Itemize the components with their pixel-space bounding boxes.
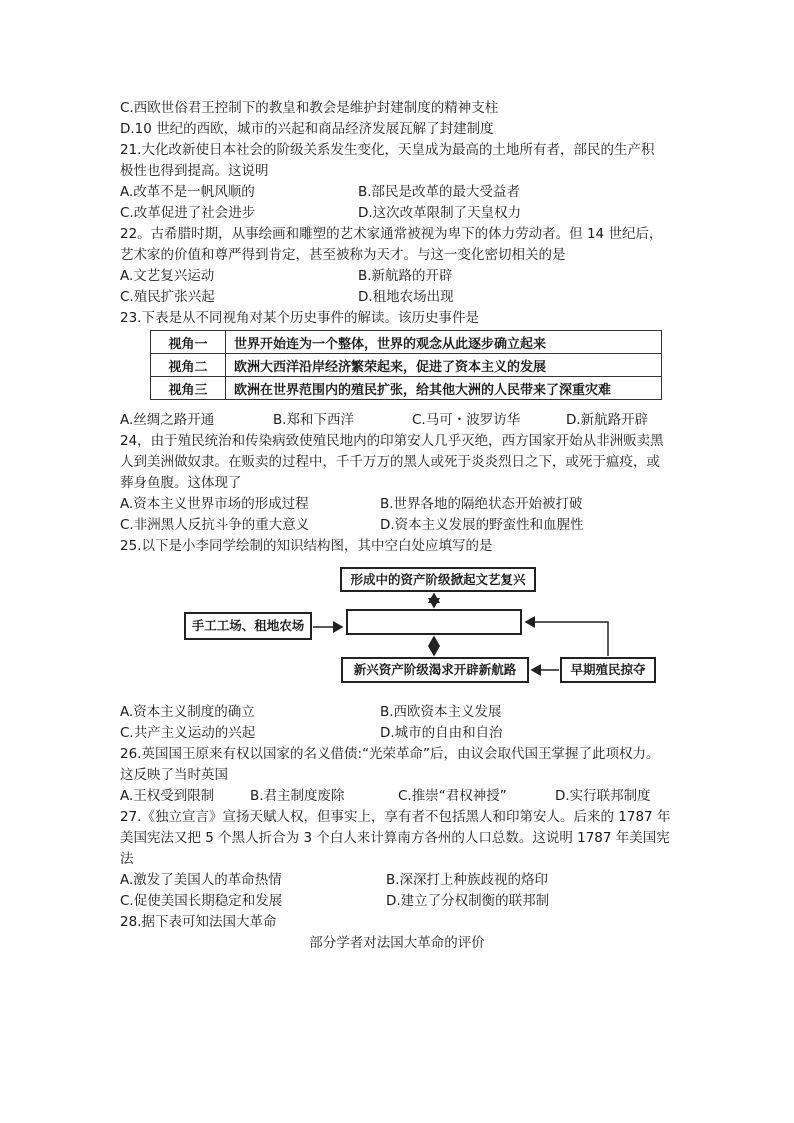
q25-option-d: D.城市的自由和自治 <box>380 725 503 741</box>
q22-option-b: B.新航路的开辟 <box>358 268 453 284</box>
diagram-box-bottom: 新兴资产阶级渴求开辟新航路 <box>341 657 529 683</box>
diagram-box-left: 手工工场、租地农场 <box>184 612 312 640</box>
q26-option-c: C.推崇“君权神授” <box>398 788 507 804</box>
q22-option-d: D.租地农场出现 <box>358 289 454 305</box>
q22-option-a: A.文艺复兴运动 <box>120 268 215 284</box>
q24-option-d: D.资本主义发展的野蛮性和血腥性 <box>380 517 584 533</box>
q24-option-a: A.资本主义世界市场的形成过程 <box>120 496 309 512</box>
q21-option-b: B.部民是改革的最大受益者 <box>358 184 521 200</box>
q25-option-c: C.共产主义运动的兴起 <box>120 725 256 741</box>
q21-option-a: A.改革不是一帆风顺的 <box>120 184 255 200</box>
q21-option-d: D.这次改革限制了天皇权力 <box>358 205 522 221</box>
question-26-stem-cont: 这反映了当时英国 <box>120 767 228 783</box>
question-24-stem-cont2: 葬身鱼腹。这体现了 <box>120 475 242 491</box>
q26-option-d: D.实行联邦制度 <box>555 788 651 804</box>
question-26-stem: 26.英国国王原来有权以国家的名义借债:“光荣革命”后，由议会取代国王掌握了此项权力。 <box>120 746 660 762</box>
table-cell: 欧洲大西洋沿岸经济繁荣起来，促进了资本主义的发展 <box>226 354 662 377</box>
option-c-prev: C.西欧世俗君王控制下的教皇和教会是维护封建制度的精神支柱 <box>120 100 499 116</box>
question-23-stem: 23.下表是从不同视角对某个历史事件的解读。该历史事件是 <box>120 310 479 326</box>
q27-option-c: C.促使美国长期稳定和发展 <box>120 893 283 909</box>
question-24-stem-cont: 人到美洲做奴隶。在贩卖的过程中，千千万万的黑人或死于炎炎烈日之下，或死于瘟疫，或 <box>120 454 660 470</box>
q26-option-b: B.君主制度废除 <box>250 788 345 804</box>
diagram-box-right: 早期殖民掠夺 <box>560 657 656 683</box>
q23-option-c: C.马可・波罗访华 <box>412 412 521 428</box>
question-25-stem: 25.以下是小李同学绘制的知识结构图，其中空白处应填写的是 <box>120 538 493 554</box>
q27-option-b: B.深深打上种族歧视的烙印 <box>386 872 549 888</box>
q26-option-a: A.王权受到限制 <box>120 788 215 804</box>
question-21-stem: 21.大化改新使日本社会的阶级关系发生变化，天皇成为最高的土地所有者，部民的生产积 <box>120 142 655 158</box>
question-22-stem: 22。古希腊时期，从事绘画和雕塑的艺术家通常被视为卑下的体力劳动者。但 14 世纪后， <box>120 226 663 242</box>
table-cell: 欧洲在世界范围内的殖民扩张，给其他大洲的人民带来了深重灾难 <box>226 377 662 400</box>
table-cell: 视角三 <box>151 377 226 400</box>
question-27-stem-cont: 美国宪法又把 5 个黑人折合为 3 个白人来计算南方各州的人口总数。这说明 1787 年美国宪 <box>120 830 670 846</box>
q24-option-b: B.世界各地的隔绝状态开始被打破 <box>380 496 583 512</box>
arrow-right-to-blank <box>526 622 608 656</box>
table-cell: 视角二 <box>151 354 226 377</box>
q27-option-d: D.建立了分权制衡的联邦制 <box>386 893 550 909</box>
q27-option-a: A.激发了美国人的革命热情 <box>120 872 282 888</box>
question-27-stem-cont2: 法 <box>120 851 134 867</box>
diagram-box-top: 形成中的资产阶级掀起文艺复兴 <box>340 567 536 592</box>
q28-table-title: 部分学者对法国大革命的评价 <box>309 935 485 951</box>
question-28-stem: 28.据下表可知法国大革命 <box>120 914 277 930</box>
question-24-stem: 24，由于殖民统治和传染病致使殖民地内的印第安人几乎灭绝，西方国家开始从非洲贩卖黑 <box>120 433 664 449</box>
q23-option-d: D.新航路开辟 <box>566 412 649 428</box>
question-22-stem-cont: 艺术家的价值和尊严得到肯定，甚至被称为天才。与这一变化密切相关的是 <box>120 247 566 263</box>
table-cell: 视角一 <box>151 331 226 354</box>
q25-option-a: A.资本主义制度的确立 <box>120 704 255 720</box>
question-21-stem-cont: 极性也得到提高。这说明 <box>120 163 269 179</box>
q23-option-a: A.丝绸之路开通 <box>120 412 215 428</box>
q21-option-c: C.改革促进了社会进步 <box>120 205 256 221</box>
question-27-stem: 27.《独立宣言》宣扬天赋人权，但事实上，享有者不包括黑人和印第安人。后来的 1787 年 <box>120 809 671 825</box>
q22-option-c: C.殖民扩张兴起 <box>120 289 215 305</box>
option-d-prev: D.10 世纪的西欧，城市的兴起和商品经济发展瓦解了封建制度 <box>120 121 494 137</box>
table-cell: 世界开始连为一个整体，世界的观念从此逐步确立起来 <box>226 331 662 354</box>
q24-option-c: C.非洲黑人反抗斗争的重大意义 <box>120 517 310 533</box>
q25-option-b: B.西欧资本主义发展 <box>380 704 502 720</box>
q23-option-b: B.郑和下西洋 <box>273 412 355 428</box>
